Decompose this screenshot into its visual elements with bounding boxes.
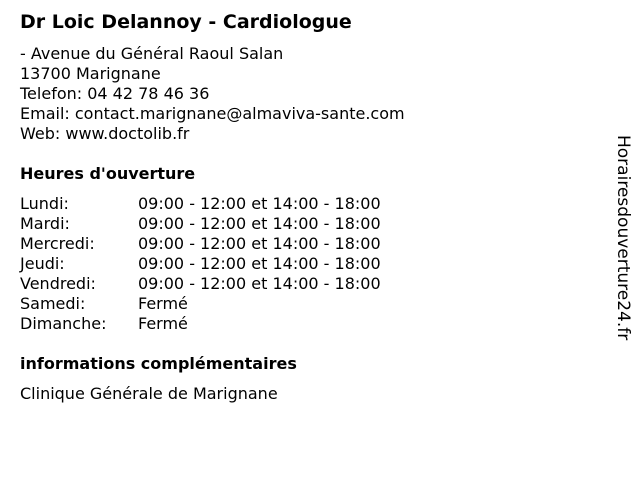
time-value: 09:00 - 12:00 et 14:00 - 18:00: [138, 214, 381, 233]
hours-row-tuesday: [20, 214, 381, 234]
hours-heading: Heures d'ouverture: [20, 164, 196, 183]
address-street: - Avenue du Général Raoul Salan: [20, 44, 284, 63]
time-value: Fermé: [138, 294, 188, 313]
opening-hours-list: [20, 194, 381, 334]
site-watermark: Horairesdouverture24.fr: [613, 135, 633, 341]
day-label: Samedi:: [20, 294, 86, 313]
address-block: [20, 44, 405, 144]
hours-row-wednesday: [20, 234, 381, 254]
info-text: Clinique Générale de Marignane: [20, 384, 278, 403]
address-phone: Telefon: 04 42 78 46 36: [20, 84, 210, 103]
address-email: Email: contact.marignane@almaviva-sante.com: [20, 104, 405, 123]
time-value: 09:00 - 12:00 et 14:00 - 18:00: [138, 194, 381, 213]
day-label: Dimanche:: [20, 314, 107, 333]
hours-row-sunday: [20, 314, 381, 334]
hours-row-monday: [20, 194, 381, 214]
address-city: 13700 Marignane: [20, 64, 161, 83]
day-label: Vendredi:: [20, 274, 96, 293]
day-label: Mercredi:: [20, 234, 95, 253]
info-heading: informations complémentaires: [20, 354, 297, 373]
day-label: Mardi:: [20, 214, 70, 233]
time-value: 09:00 - 12:00 et 14:00 - 18:00: [138, 234, 381, 253]
hours-row-thursday: [20, 254, 381, 274]
day-label: Lundi:: [20, 194, 69, 213]
time-value: 09:00 - 12:00 et 14:00 - 18:00: [138, 274, 381, 293]
address-web: Web: www.doctolib.fr: [20, 124, 190, 143]
time-value: 09:00 - 12:00 et 14:00 - 18:00: [138, 254, 381, 273]
page-title: Dr Loic Delannoy - Cardiologue: [20, 11, 352, 33]
day-label: Jeudi:: [20, 254, 65, 273]
time-value: Fermé: [138, 314, 188, 333]
hours-row-friday: [20, 274, 381, 294]
hours-row-saturday: [20, 294, 381, 314]
